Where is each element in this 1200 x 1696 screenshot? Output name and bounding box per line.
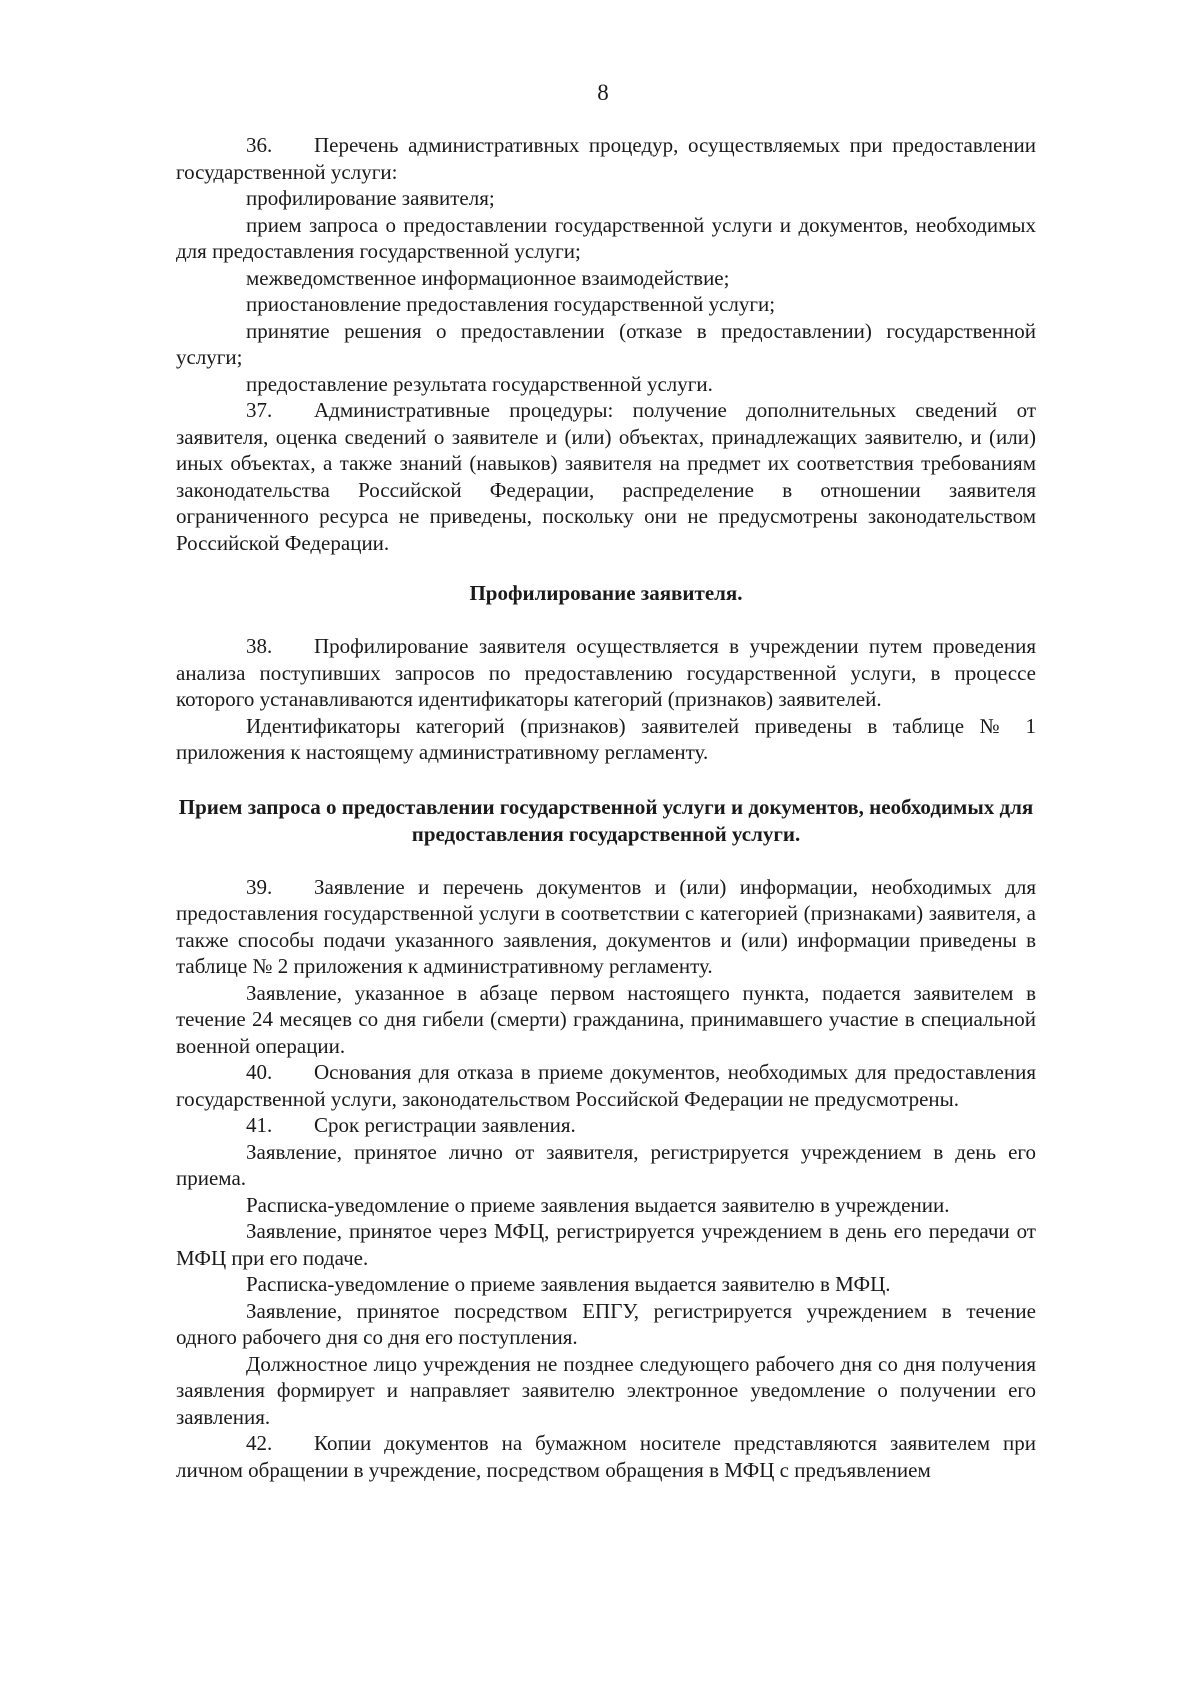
paragraph-text: Административные процедуры: получение дополнительных сведений от заявителя, оценка сведений о заявителе и (или) объектах, принадлежащих заявителю, и (или) иных объектах, а также знаний (навыков) заявителя на предмет их соответствия требованиям законодательства Российской Федерации, распределение в отношении заявителя ограниченного ресурса не приведены, поскольку они не предусмотрены законодательством Российской Федерации. xyxy=(176,398,1036,555)
paragraph: Заявление, принятое лично от заявителя, регистрируется учреждением в день его приема. xyxy=(176,1139,1036,1190)
paragraph: Расписка-уведомление о приеме заявления выдается заявителю в учреждении. xyxy=(246,1192,950,1217)
paragraph-number: 38. xyxy=(246,634,273,658)
paragraph-number: 39. xyxy=(246,874,273,899)
paragraph-number: 41. xyxy=(246,1113,273,1137)
numbered-paragraph xyxy=(176,1112,1036,1139)
paragraph-text: Перечень административных процедур, осуществляемых при предоставлении государственной услуги: xyxy=(176,133,1036,184)
paragraph: профилирование заявителя; xyxy=(246,186,495,210)
section-heading: Прием запроса о предоставлении государственной услуги и документов, необходимых для предоставления государственной услуги. xyxy=(178,794,1034,846)
paragraph: Идентификаторы категорий (признаков) заявителей приведены в таблице № 1 приложения к настоящему административному регламенту. xyxy=(176,713,1036,764)
paragraph-text: Профилирование заявителя осуществляется в учреждении путем проведения анализа поступивших запросов по предоставлению государственной услуги, в процессе которого устанавливаются идентификаторы категорий (признаков) заявителей. xyxy=(176,634,1036,711)
page-number: 8 xyxy=(597,80,609,105)
numbered-paragraph xyxy=(176,1430,1036,1483)
numbered-paragraph xyxy=(176,874,1036,980)
document-body xyxy=(176,132,1036,1483)
paragraph: межведомственное информационное взаимодействие; xyxy=(246,265,730,290)
paragraph-text: Заявление и перечень документов и (или) информации, необходимых для предоставления государственной услуги в соответствии с категорией (признаками) заявителя, а также способы подачи указанного заявления, документов и (или) информации приведены в таблице № 2 приложения к административному регламенту. xyxy=(176,874,1036,978)
paragraph: предоставление результата государственной услуги. xyxy=(246,371,713,396)
numbered-paragraph xyxy=(176,397,1036,556)
paragraph: прием запроса о предоставлении государственной услуги и документов, необходимых для предоставления государственной услуги; xyxy=(176,212,1036,263)
numbered-paragraph xyxy=(176,132,1036,185)
paragraph: принятие решения о предоставлении (отказе в предоставлении) государственной услуги; xyxy=(176,318,1036,369)
paragraph: Заявление, указанное в абзаце первом настоящего пункта, подается заявителем в течение 24 месяцев со дня гибели (смерти) гражданина, принимавшего участие в специальной военной операции. xyxy=(176,980,1036,1058)
paragraph: Заявление, принятое посредством ЕПГУ, регистрируется учреждением в течение одного рабочего дня со дня его поступления. xyxy=(176,1298,1036,1349)
paragraph-number: 36. xyxy=(246,133,273,157)
paragraph-text: Срок регистрации заявления. xyxy=(314,1113,576,1137)
paragraph-number: 40. xyxy=(246,1060,273,1084)
section-heading: Профилирование заявителя. xyxy=(469,581,743,605)
numbered-paragraph xyxy=(176,1059,1036,1112)
paragraph: Должностное лицо учреждения не позднее следующего рабочего дня со дня получения заявления формирует и направляет заявителю электронное уведомление о получении его заявления. xyxy=(176,1351,1036,1429)
paragraph-number: 42. xyxy=(246,1431,273,1455)
paragraph: приостановление предоставления государственной услуги; xyxy=(246,292,776,316)
paragraph: Заявление, принятое через МФЦ, регистрируется учреждением в день его передачи от МФЦ при его подаче. xyxy=(176,1219,1036,1270)
paragraph-text: Копии документов на бумажном носителе представляются заявителем при личном обращении в учреждение, посредством обращения в МФЦ с предъявлением xyxy=(176,1431,1036,1482)
paragraph-number: 37. xyxy=(246,398,273,422)
paragraph-text: Основания для отказа в приеме документов, необходимых для предоставления государственной услуги, законодательством Российской Федерации не предусмотрены. xyxy=(176,1060,1036,1111)
numbered-paragraph xyxy=(176,633,1036,713)
paragraph: Расписка-уведомление о приеме заявления выдается заявителю в МФЦ. xyxy=(246,1272,891,1296)
